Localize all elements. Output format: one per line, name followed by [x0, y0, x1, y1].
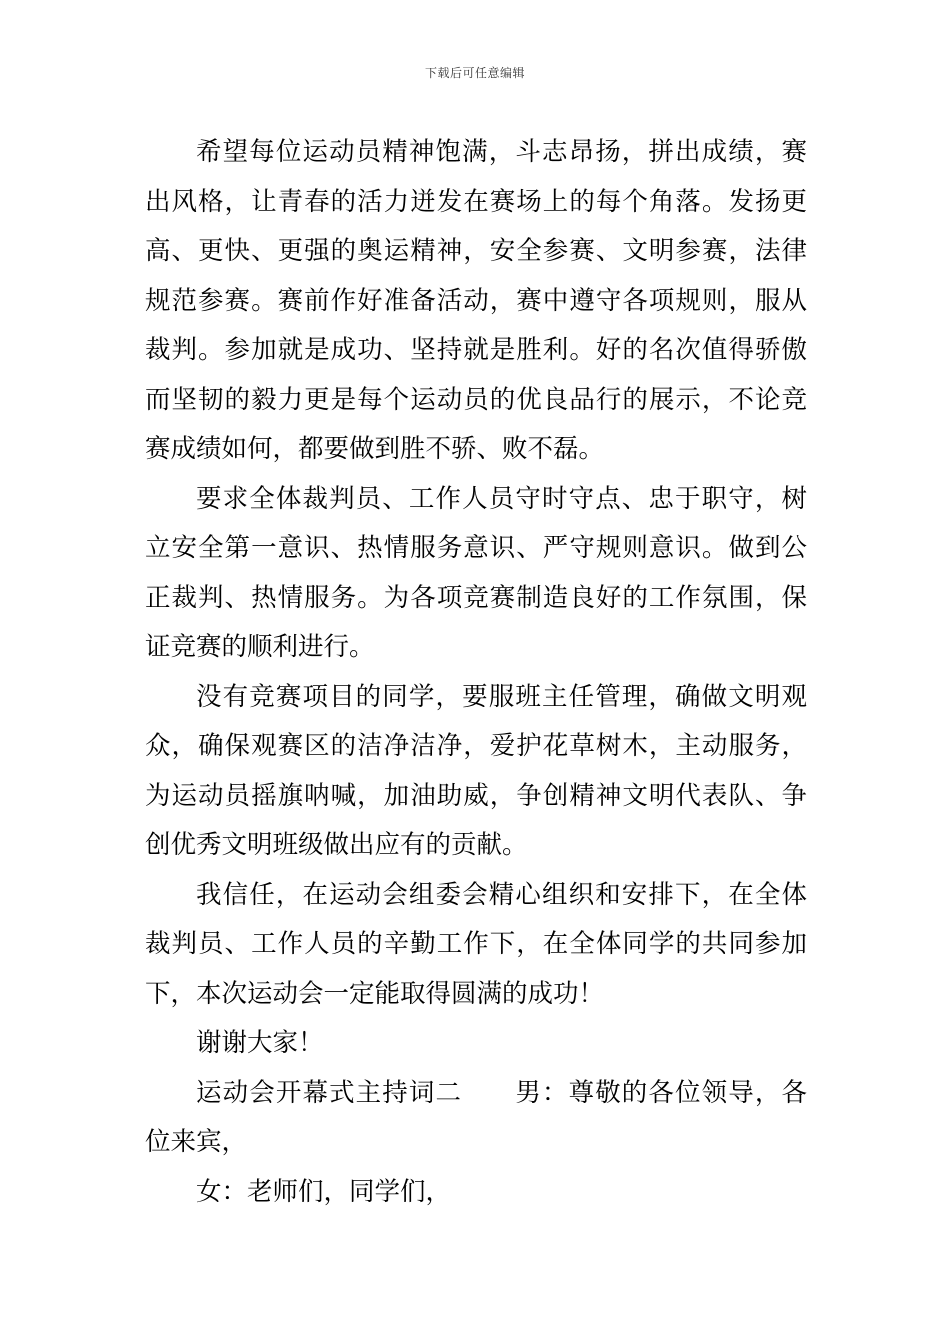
paragraph: 我信任，在运动会组委会精心组织和安排下，在全体裁判员、工作人员的辛勤工作下，在全体同学的共同参加下，本次运动会一定能取得圆满的成功！ [145, 879, 807, 1009]
document-body [145, 128, 807, 1217]
paragraph: 运动会开幕式主持词二 男：尊敬的各位领导，各位来宾， [145, 1077, 807, 1157]
page-header-note: 下载后可任意编辑 [424, 66, 525, 80]
paragraph: 没有竞赛项目的同学，要服班主任管理，确做文明观众，确保观赛区的洁净洁净，爱护花草树木，主动服务，为运动员摇旗呐喊，加油助威，争创精神文明代表队、争创优秀文明班级做出应有的贡献。 [145, 681, 807, 860]
paragraph: 谢谢大家！ [196, 1028, 324, 1058]
paragraph: 希望每位运动员精神饱满，斗志昂扬，拼出成绩，赛出风格，让青春的活力迸发在赛场上的每个角落。发扬更高、更快、更强的奥运精神，安全参赛、文明参赛，法律规范参赛。赛前作好准备活动，赛中遵守各项规则，服从裁判。参加就是成功、坚持就是胜利。好的名次值得骄傲而坚韧的毅力更是每个运动员的优良品行的展示，不论竞赛成绩如何，都要做到胜不骄、败不磊。 [145, 137, 807, 464]
paragraph: 要求全体裁判员、工作人员守时守点、忠于职守，树立安全第一意识、热情服务意识、严守规则意识。做到公正裁判、热情服务。为各项竞赛制造良好的工作氛围，保证竞赛的顺利进行。 [145, 483, 807, 662]
paragraph: 女：老师们，同学们， [196, 1176, 452, 1207]
